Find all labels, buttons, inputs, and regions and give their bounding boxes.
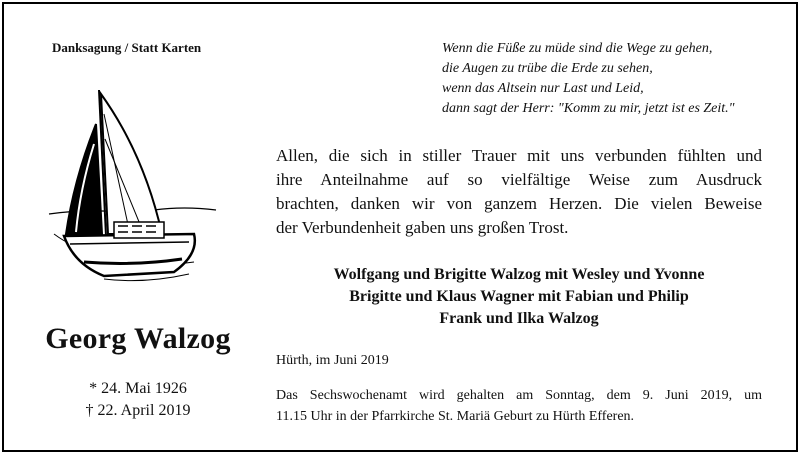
poem-line: wenn das Altsein nur Last und Leid, xyxy=(442,81,644,96)
thanks-line: Allen, die sich in stiller Trauer mit uns verbunden fühlten und xyxy=(276,146,762,165)
poem xyxy=(442,39,772,119)
family-line: Wolfgang und Brigitte Walzog mit Wesley und Yvonne xyxy=(333,266,705,283)
place-date: Hürth, im Juni 2019 xyxy=(276,353,389,368)
family-names xyxy=(276,264,762,330)
death-date: † 22. April 2019 xyxy=(85,402,191,419)
thanks-line: der Verbundenheit gaben uns großen Trost. xyxy=(276,218,569,237)
deceased-name: Georg Walzog xyxy=(45,322,231,355)
thanks-line: ihre Anteilnahme auf so vielfältige Weise zum Ausdruck xyxy=(276,170,762,189)
life-dates xyxy=(4,378,272,422)
family-line: Brigitte und Klaus Wagner mit Fabian und Philip xyxy=(349,288,689,305)
poem-line: dann sagt der Herr: "Komm zu mir, jetzt ist es Zeit." xyxy=(442,101,735,116)
thanks-line: brachten, danken wir von ganzem Herzen. Die vielen Beweise xyxy=(276,194,762,213)
obituary-card xyxy=(2,2,798,452)
poem-line: Wenn die Füße zu müde sind die Wege zu gehen, xyxy=(442,41,713,56)
thanks-text xyxy=(276,144,762,240)
birth-date: * 24. Mai 1926 xyxy=(89,380,187,397)
notice-line: Das Sechswochenamt wird gehalten am Sonntag, dem 9. Juni 2019, um xyxy=(276,388,762,403)
sailboat-icon xyxy=(44,84,224,294)
poem-line: die Augen zu trübe die Erde zu sehen, xyxy=(442,61,653,76)
service-notice xyxy=(276,385,762,427)
notice-line: 11.15 Uhr in der Pfarrkirche St. Mariä Geburt zu Hürth Efferen. xyxy=(276,409,635,424)
header-label: Danksagung / Statt Karten xyxy=(52,40,202,55)
family-line: Frank und Ilka Walzog xyxy=(439,310,599,327)
